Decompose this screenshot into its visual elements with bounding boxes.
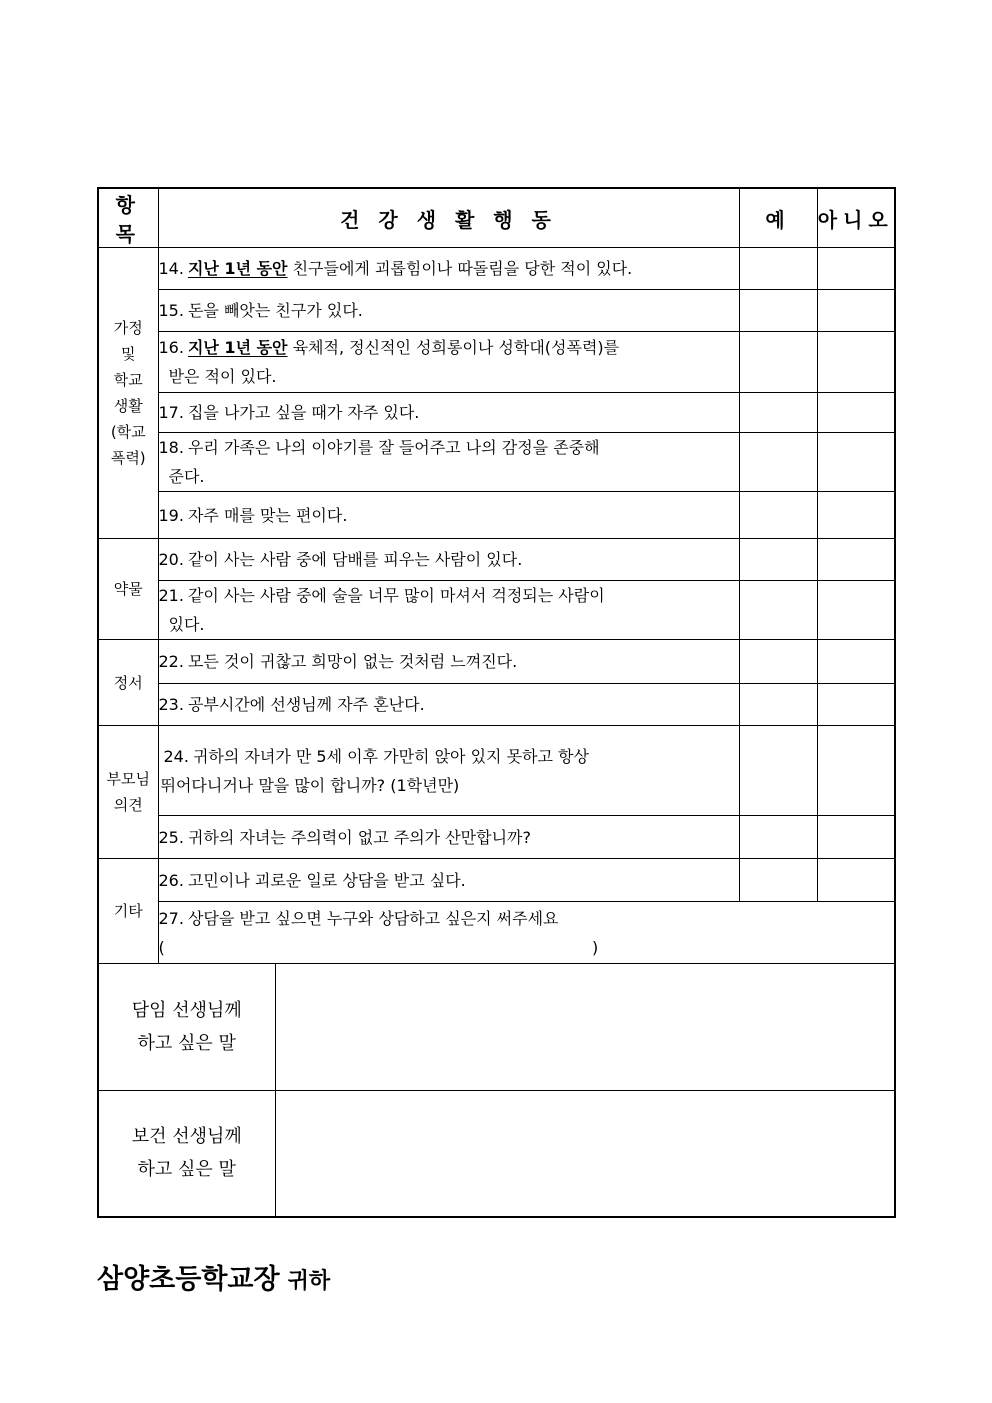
category-cell-school-life [98, 248, 158, 539]
no-checkbox-cell[interactable] [817, 581, 895, 640]
question-row-18 [98, 433, 895, 492]
category-cell-emotion [98, 640, 158, 726]
question-row-26 [98, 859, 895, 902]
header-behavior: 건 강 생 활 행 동 [158, 188, 739, 248]
honorific: 귀하 [287, 1268, 331, 1294]
question-text: 21. 같이 사는 사람 중에 술을 너무 많이 마셔서 걱정되는 사람이 있다. [158, 581, 739, 640]
question-text: 18. 우리 가족은 나의 이야기를 잘 들어주고 나의 감정을 존중해 준다. [158, 433, 739, 492]
no-checkbox-cell[interactable] [817, 816, 895, 859]
no-checkbox-cell[interactable] [817, 492, 895, 539]
no-checkbox-cell[interactable] [817, 248, 895, 290]
no-checkbox-cell[interactable] [817, 433, 895, 492]
yes-checkbox-cell[interactable] [739, 332, 817, 393]
question-text: 23. 공부시간에 선생님께 자주 혼난다. [158, 684, 739, 726]
no-checkbox-cell[interactable] [817, 393, 895, 433]
question-text: 14. 지난 1년 동안 친구들에게 괴롭힘이나 따돌림을 당한 적이 있다. [158, 248, 739, 290]
header-no: 아니오 [817, 188, 895, 248]
counseling-answer-field[interactable]: ( ) [158, 937, 599, 957]
header-row [98, 188, 895, 248]
no-checkbox-cell[interactable] [817, 290, 895, 332]
question-row-22 [98, 640, 895, 684]
memo-field-health[interactable] [275, 1091, 895, 1217]
memo-row-homeroom [98, 964, 895, 1091]
memo-field-homeroom[interactable] [275, 964, 895, 1091]
emphasis-text: 지난 1년 동안 [187, 259, 288, 278]
category-line: 정서 [113, 673, 143, 692]
question-text: 20. 같이 사는 사람 중에 담배를 피우는 사람이 있다. [158, 539, 739, 581]
no-checkbox-cell[interactable] [817, 684, 895, 726]
category-cell-substances [98, 539, 158, 640]
category-line: 생활 [113, 397, 143, 415]
category-line: 폭력) [110, 449, 146, 467]
yes-checkbox-cell[interactable] [739, 581, 817, 640]
question-row-20 [98, 539, 895, 581]
question-text: 26. 고민이나 괴로운 일로 상담을 받고 싶다. [158, 859, 739, 902]
health-survey-table [97, 187, 896, 1218]
question-text: 25. 귀하의 자녀는 주의력이 없고 주의가 산만합니까? [158, 816, 739, 859]
memo-label-homeroom: 담임 선생님께 하고 싶은 말 [98, 964, 275, 1091]
category-line: (학교 [110, 423, 146, 441]
question-row-14 [98, 248, 895, 290]
category-line: 의견 [113, 796, 143, 814]
question-text: 17. 집을 나가고 싶을 때가 자주 있다. [158, 393, 739, 433]
question-row-24 [98, 726, 895, 816]
memo-row-health [98, 1091, 895, 1217]
yes-checkbox-cell[interactable] [739, 539, 817, 581]
yes-checkbox-cell[interactable] [739, 816, 817, 859]
category-line: 가정 [113, 319, 143, 337]
no-checkbox-cell[interactable] [817, 859, 895, 902]
question-row-27 [98, 902, 895, 964]
category-line: 약물 [113, 580, 143, 598]
header-category: 항 목 [98, 188, 158, 248]
yes-checkbox-cell[interactable] [739, 726, 817, 816]
yes-checkbox-cell[interactable] [739, 684, 817, 726]
question-row-15 [98, 290, 895, 332]
yes-checkbox-cell[interactable] [739, 859, 817, 902]
yes-checkbox-cell[interactable] [739, 492, 817, 539]
memo-label-health: 보건 선생님께 하고 싶은 말 [98, 1091, 275, 1217]
yes-checkbox-cell[interactable] [739, 290, 817, 332]
yes-checkbox-cell[interactable] [739, 433, 817, 492]
yes-checkbox-cell[interactable] [739, 248, 817, 290]
no-checkbox-cell[interactable] [817, 539, 895, 581]
question-row-23 [98, 684, 895, 726]
category-cell-parent-opinion [98, 726, 158, 859]
question-row-21 [98, 581, 895, 640]
question-text: 19. 자주 매를 맞는 편이다. [158, 492, 739, 539]
question-text: 15. 돈을 빼앗는 친구가 있다. [158, 290, 739, 332]
category-line: 및 [121, 345, 136, 363]
yes-checkbox-cell[interactable] [739, 640, 817, 684]
question-text: 22. 모든 것이 귀찮고 희망이 없는 것처럼 느껴진다. [158, 640, 739, 684]
category-line: 기타 [113, 902, 143, 920]
school-principal: 삼양초등학교장 [97, 1264, 280, 1295]
question-row-16 [98, 332, 895, 393]
header-yes: 예 [739, 188, 817, 248]
category-line: 학교 [113, 371, 143, 389]
question-text: 24. 귀하의 자녀가 만 5세 이후 가만히 앉아 있지 못하고 항상 뛰어다니거나 말을 많이 합니까? (1학년만) [158, 726, 739, 816]
emphasis-text: 지난 1년 동안 [187, 338, 288, 357]
yes-checkbox-cell[interactable] [739, 393, 817, 433]
no-checkbox-cell[interactable] [817, 332, 895, 393]
category-line: 부모님 [106, 770, 150, 788]
question-text: 16. 지난 1년 동안 육체적, 정신적인 성희롱이나 성학대(성폭력)를 받은 적이 있다. [158, 332, 739, 393]
category-cell-other [98, 859, 158, 964]
question-row-19 [98, 492, 895, 539]
signoff [97, 1257, 330, 1296]
question-row-17 [98, 393, 895, 433]
no-checkbox-cell[interactable] [817, 640, 895, 684]
counseling-request-cell[interactable]: 27. 상담을 받고 싶으면 누구와 상담하고 싶은지 써주세요 ( ) [158, 902, 895, 964]
question-row-25 [98, 816, 895, 859]
no-checkbox-cell[interactable] [817, 726, 895, 816]
